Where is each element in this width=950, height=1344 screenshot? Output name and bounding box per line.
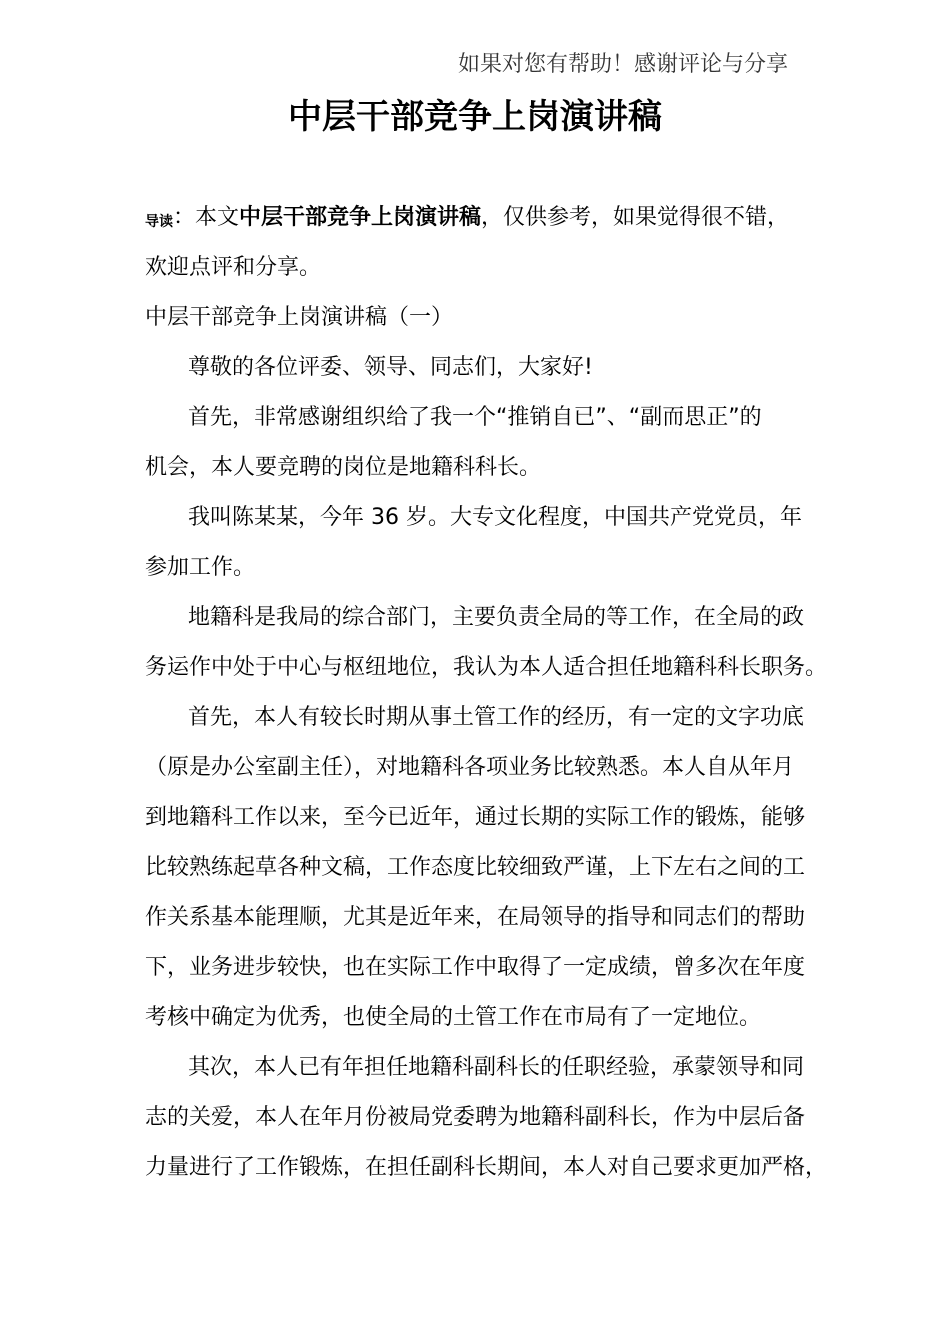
body-line: 考核中确定为优秀，也使全局的土管工作在市局有了一定地位。: [145, 1005, 762, 1030]
body-line: 其次，本人已有年担任地籍科副科长的任职经验，承蒙领导和同: [188, 1055, 805, 1080]
lead-bold-title: 中层干部竞争上岗演讲稿: [239, 205, 482, 230]
body-line: 首先，非常感谢组织给了我一个“推销自已”、“副而思正”的: [188, 405, 762, 430]
body-line: 机会，本人要竞聘的岗位是地籍科科长。: [145, 455, 542, 480]
body-line: 到地籍科工作以来，至今已近年，通过长期的实际工作的锻炼，能够: [145, 805, 806, 830]
document-title: 中层干部竞争上岗演讲稿: [288, 97, 662, 137]
lead-text-after: ，仅供参考，如果觉得很不错，: [481, 205, 790, 230]
body-line: （原是办公室副主任），对地籍科各项业务比较熟悉。本人自从年月: [145, 755, 795, 780]
lead-paragraph-line-1: [145, 201, 789, 235]
body-line: 首先，本人有较长时期从事土管工作的经历，有一定的文字功底: [188, 705, 805, 730]
body-line: 志的关爱，本人在年月份被局党委聘为地籍科副科长，作为中层后备: [145, 1105, 806, 1130]
header-note: 如果对您有帮助！感谢评论与分享: [458, 52, 789, 77]
body-line: 下，业务进步较快，也在实际工作中取得了一定成绩，曾多次在年度: [145, 955, 806, 980]
body-line: 作关系基本能理顺，尤其是近年来，在局领导的指导和同志们的帮助: [145, 905, 806, 930]
body-line: 力量进行了工作锻炼，在担任副科长期间，本人对自己要求更加严格，: [145, 1155, 828, 1180]
lead-text-before: ：本文: [173, 205, 240, 230]
section-heading: 中层干部竞争上岗演讲稿（一）: [145, 305, 454, 330]
body-line: 参加工作。: [145, 555, 256, 580]
body-line: 地籍科是我局的综合部门，主要负责全局的等工作，在全局的政: [188, 605, 805, 630]
body-line: 尊敬的各位评委、领导、同志们，大家好!: [188, 355, 593, 380]
body-line: 务运作中处于中心与枢纽地位，我认为本人适合担任地籍科科长职务。: [145, 655, 828, 680]
lead-label: 导读: [145, 214, 173, 230]
lead-paragraph-line-2: 欢迎点评和分享。: [145, 255, 322, 280]
body-line: 比较熟练起草各种文稿，工作态度比较细致严谨，上下左右之间的工: [145, 855, 806, 880]
body-line: 我叫陈某某，今年 36 岁。大专文化程度，中国共产党党员，年: [188, 505, 802, 530]
